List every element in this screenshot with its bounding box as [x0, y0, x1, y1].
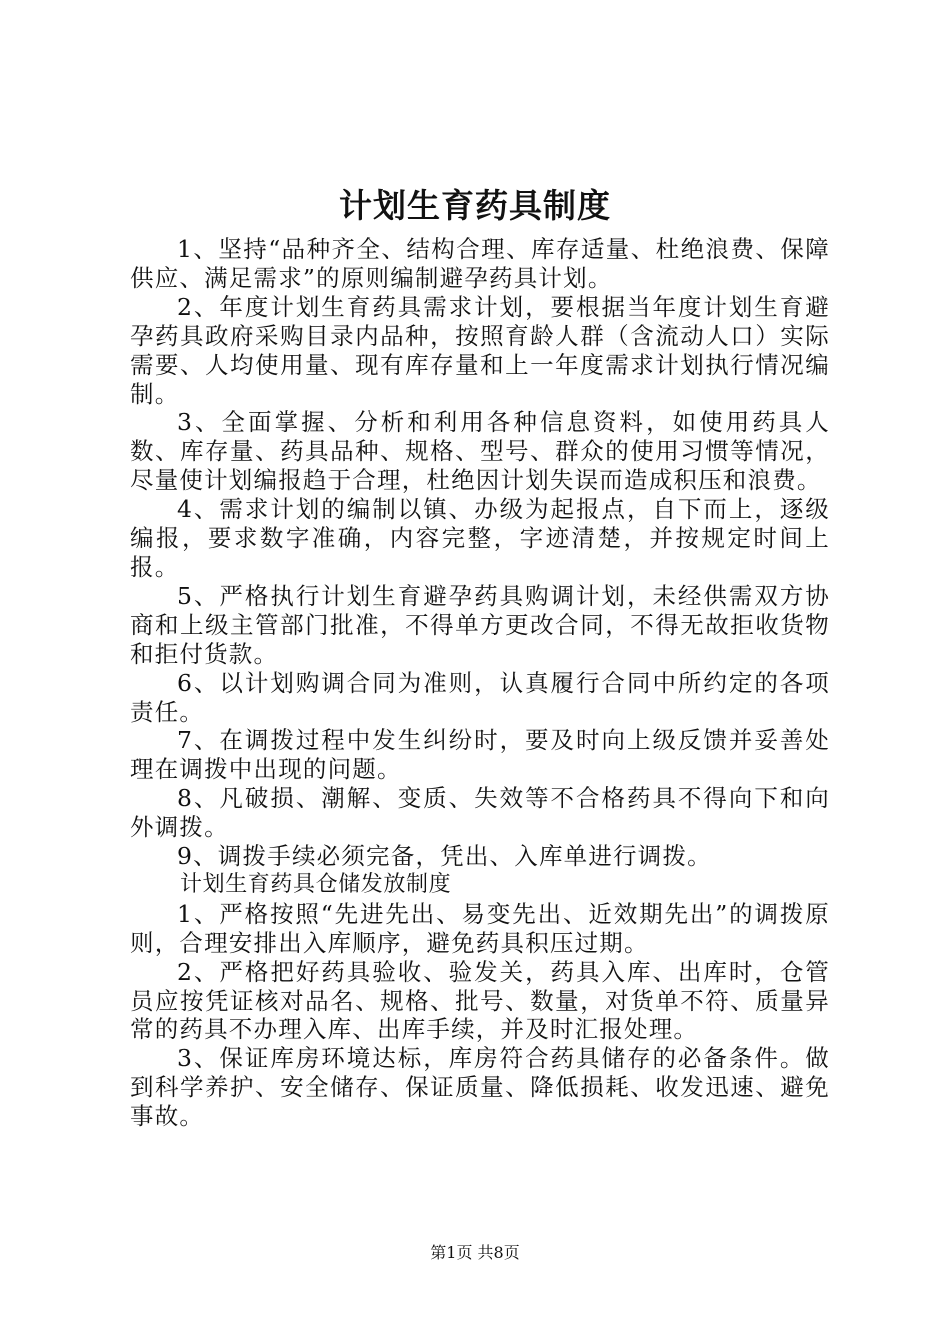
paragraph: 4、需求计划的编制以镇、办级为起报点，自下而上，逐级编报，要求数字准确，内容完整，字迹清楚，并按规定时间上报。: [130, 495, 830, 581]
section-subheading: 计划生育药具仓储发放制度: [180, 871, 452, 897]
paragraph: 1、严格按照“先进先出、易变先出、近效期先出”的调拨原则，合理安排出入库顺序，避免药具积压过期。: [130, 899, 830, 957]
document-body: [130, 235, 830, 1131]
paragraph: 2、严格把好药具验收、验发关，药具入库、出库时，仓管员应按凭证核对品名、规格、批号、数量，对货单不符、质量异常的药具不办理入库、出库手续，并及时汇报处理。: [130, 957, 830, 1044]
paragraph: 3、全面掌握、分析和利用各种信息资料，如使用药具人数、库存量、药具品种、规格、型号、群众的使用习惯等情况，尽量使计划编报趋于合理，杜绝因计划失误而造成积压和浪费。: [130, 408, 830, 495]
paragraph: 8、凡破损、潮解、变质、失效等不合格药具不得向下和向外调拨。: [130, 784, 830, 842]
paragraph: 2、年度计划生育药具需求计划，要根据当年度计划生育避孕药具政府采购目录内品种，按照育龄人群（含流动人口）实际需要、人均使用量、现有库存量和上一年度需求计划执行情况编制。: [130, 292, 830, 408]
paragraph: 3、保证库房环境达标，库房符合药具储存的必备条件。做到科学养护、安全储存、保证质量、降低损耗、收发迅速、避免事故。: [130, 1044, 830, 1131]
paragraph: 1、坚持“品种齐全、结构合理、库存适量、杜绝浪费、保障供应、满足需求”的原则编制避孕药具计划。: [130, 235, 830, 292]
page-number-footer: 第1页 共8页: [430, 1243, 520, 1262]
paragraph: 7、在调拨过程中发生纠纷时，要及时向上级反馈并妥善处理在调拨中出现的问题。: [130, 726, 830, 784]
document-title: 计划生育药具制度: [339, 186, 611, 225]
paragraph: 5、严格执行计划生育避孕药具购调计划，未经供需双方协商和上级主管部门批准，不得单方更改合同，不得无故拒收货物和拒付货款。: [130, 581, 830, 668]
paragraph: 6、以计划购调合同为准则，认真履行合同中所约定的各项责任。: [130, 668, 830, 726]
paragraph: 9、调拨手续必须完备，凭出、入库单进行调拨。: [177, 842, 712, 871]
